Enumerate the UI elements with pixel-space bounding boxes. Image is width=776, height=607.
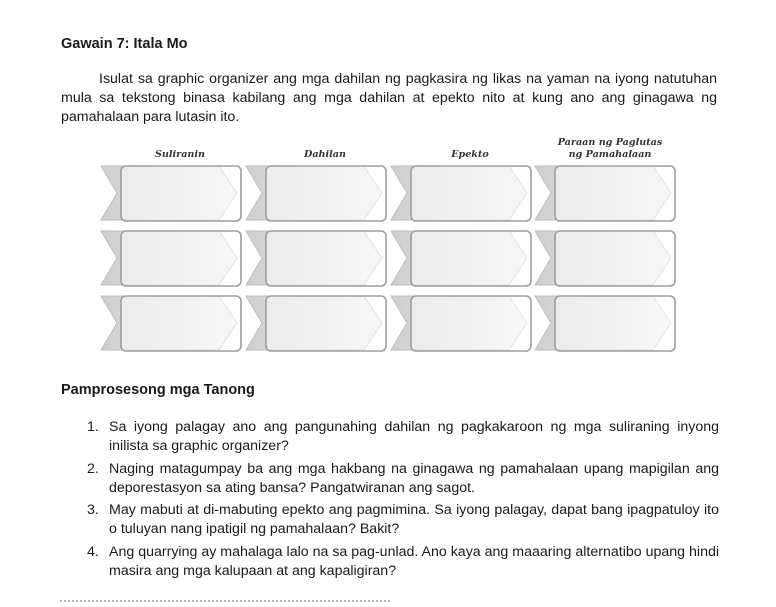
question-text: May mabuti at di-mabuting epekto ang pagmimina. Sa iyong palagay, dapat bang ipagpatuloy ito o tuluyan nang ipatigil ng pamahalaan? Bakit? bbox=[109, 502, 719, 538]
column-header-label-line2: ng Pamahalaan bbox=[568, 149, 652, 160]
column-header-label: Paraan ng Paglutas bbox=[557, 137, 663, 148]
answer-box[interactable] bbox=[266, 166, 386, 221]
question-item bbox=[87, 543, 719, 582]
question-number: 3. bbox=[87, 502, 99, 519]
cutoff-divider bbox=[60, 600, 390, 605]
question-number: 1. bbox=[87, 419, 99, 435]
column-header-label: Epekto bbox=[451, 149, 489, 160]
questions-list bbox=[87, 418, 719, 584]
question-text: Naging matagumpay ba ang mga hakbang na ginagawa ng pamahalaan upang mapigilan ang deporestasyon sa ating bansa? Pangatwiranan ang sagot. bbox=[109, 460, 719, 496]
answer-box[interactable] bbox=[411, 231, 531, 286]
answer-box[interactable] bbox=[411, 296, 531, 351]
activity-title: Gawain 7: Itala Mo bbox=[61, 36, 188, 52]
question-item bbox=[87, 460, 719, 499]
question-number: 4. bbox=[87, 543, 99, 560]
processing-questions-title: Pamprosesong mga Tanong bbox=[61, 382, 255, 398]
instructions-paragraph: Isulat sa graphic organizer ang mga dahilan ng pagkasira ng likas na yaman na iyong natutuhan mula sa tekstong binasa kabilang ang mga dahilan at epekto nito at kung ano ang ginagawa ng pamahalaan para lutasin ito. bbox=[61, 71, 717, 125]
answer-box[interactable] bbox=[555, 296, 675, 351]
answer-box[interactable] bbox=[121, 231, 241, 286]
answer-box[interactable] bbox=[266, 296, 386, 351]
question-text: Ang quarrying ay mahalaga lalo na sa pag-unlad. Ano kaya ang maaaring alternatibo upang hindi masira ang mga kalupaan at ang kapaligiran? bbox=[109, 543, 719, 580]
question-item bbox=[87, 501, 719, 540]
answer-box[interactable] bbox=[121, 166, 241, 221]
answer-box[interactable] bbox=[121, 296, 241, 351]
question-text: Sa iyong palagay ano ang pangunahing dahilan ng pagkakaroon ng mga suliraning inyong inilista sa graphic organizer? bbox=[109, 419, 719, 455]
answer-box[interactable] bbox=[411, 166, 531, 221]
column-header-label: Suliranin bbox=[154, 149, 206, 160]
answer-box[interactable] bbox=[555, 231, 675, 286]
answer-box[interactable] bbox=[266, 231, 386, 286]
column-header-label: Dahilan bbox=[304, 149, 346, 160]
answer-box[interactable] bbox=[555, 166, 675, 221]
question-item bbox=[87, 418, 719, 457]
question-number: 2. bbox=[87, 460, 99, 477]
